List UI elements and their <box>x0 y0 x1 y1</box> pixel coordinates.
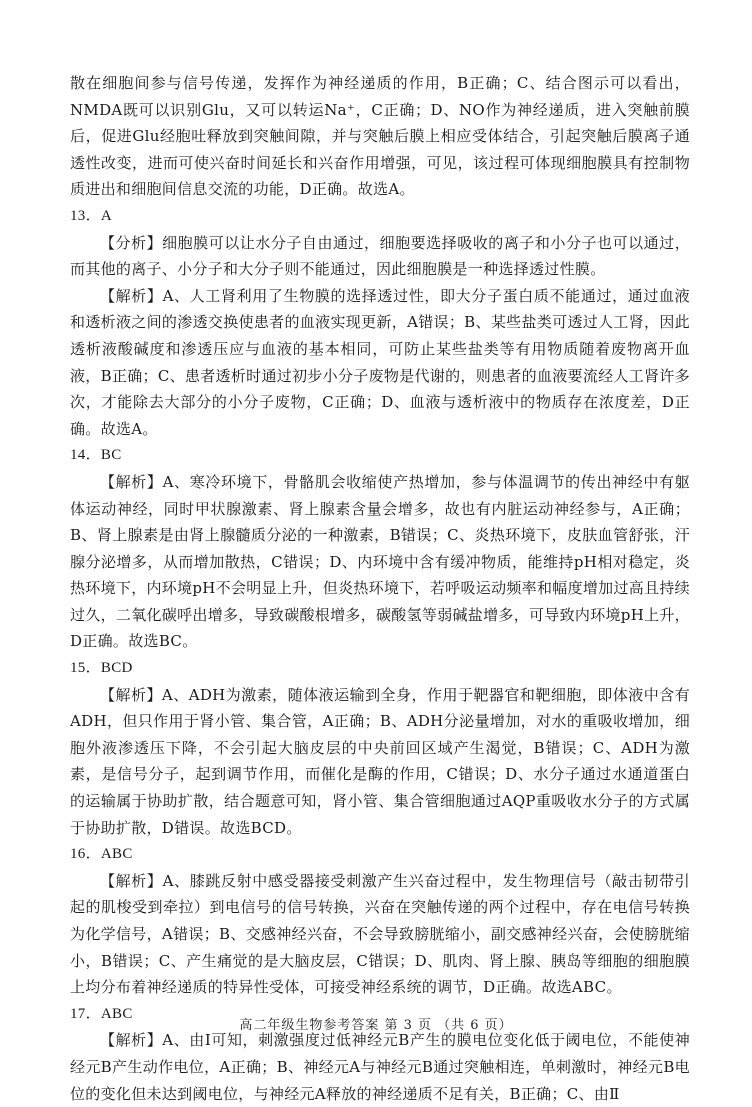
explanation-paragraph: 【解析】A、寒冷环境下，骨骼肌会收缩使产热增加，参与体温调节的传出神经中有躯体运动神经，同时甲状腺激素、肾上腺素含量会增多，故也有内脏运动神经参与，A正确；B、肾上腺素是由肾上腺髓质分泌的一种激素，B错误；C、炎热环境下，皮肤血管舒张，汗腺分泌增多，从而增加散热，C错误；D、内环境中含有缓冲物质，能维持pH相对稳定，炎热环境下，内环境pH不会明显上升，但炎热环境下，若呼吸运动频率和幅度增加过高且持续过久，二氧化碳呼出增多，导致碳酸根增多，碳酸氢等弱碱盐增多，可导致内环境pH上升，D正确。故选BC。 <box>70 472 690 651</box>
continued-paragraph: 散在细胞间参与信号传递，发挥作为神经递质的作用，B正确；C、结合图示可以看出，NMDA既可以识别Glu，又可以转运Na⁺，C正确；D、NO作为神经递质，进入突触前膜后，促进Glu经胞吐释放到突触间隙，并与突触后膜上相应受体结合，引起突触后膜离子通透性改变，进而可使兴奋时间延长和兴奋作用增强，可见，该过程可体现细胞膜具有控制物质进出和细胞间信息交流的功能，D正确。故选A。 <box>70 74 690 199</box>
question-number: 17．ABC <box>70 1005 133 1022</box>
explanation-paragraph: 【解析】A、由Ⅰ可知，刺激强度过低神经元B产生的膜电位变化低于阈电位，不能使神经元B产生动作电位，A正确；B、神经元A与神经元B通过突触相连，单刺激时，神经元B电位的变化但未达到阈电位，与神经元A释放的神经递质不足有关，B正确；C、由Ⅱ <box>70 1031 690 1103</box>
question-number: 14．BC <box>70 447 122 464</box>
explanation-paragraph: 【解析】A、膝跳反射中感受器接受刺激产生兴奋过程中，发生物理信号（敲击韧带引起的肌梭受到牵拉）到电信号的信号转换，兴奋在突触传递的两个过程中，存在电信号转换为化学信号，A错误；B、交感神经兴奋，不会导致膀胱缩小，副交感神经兴奋，会使膀胱缩小，B错误；C、产生痛觉的是大脑皮层，C错误；D、肌肉、肾上腺、胰岛等细胞的细胞膜上均分布着神经递质的特异性受体，可接受神经系统的调节，D正确。故选ABC。 <box>70 871 690 997</box>
explanation-paragraph: 【分析】细胞膜可以让水分子自由通过，细胞要选择吸收的离子和小分子也可以通过，而其他的离子、小分子和大分子则不能通过，因此细胞膜是一种选择透过性膜。 <box>70 233 690 279</box>
question-number: 13．A <box>70 207 113 224</box>
question-number: 16．ABC <box>70 846 133 863</box>
explanation-paragraph: 【解析】A、ADH为激素，随体液运输到全身，作用于靶器官和靶细胞，即体液中含有ADH，但只作用于肾小管、集合管，A正确；B、ADH分泌量增加，对水的重吸收增加，细胞外液渗透压下降，不会引起大脑皮层的中央前回区域产生渴觉，B错误；C、ADH为激素，是信号分子，起到调节作用，而催化是酶的作用，C错误；D、水分子通过水通道蛋白的运输属于协助扩散，结合题意可知，肾小管、集合管细胞通过AQP重吸收水分子的方式属于协助扩散，D错误。故选BCD。 <box>70 685 690 837</box>
page-footer: 高二年级生物参考答案 第 3 页 （共 6 页） <box>239 1018 513 1033</box>
answer-content <box>70 70 690 1107</box>
explanation-paragraph: 【解析】A、人工肾利用了生物膜的选择透过性，即大分子蛋白质不能通过，通过血液和透析液之间的渗透交换使患者的血液实现更新，A错误；B、某些盐类可透过人工肾，因此透析液酸碱度和渗透压应与血液的基本相同，可防止某些盐类等有用物质随着废物离开血液，B正确；C、患者透析时通过初步小分子废物是代谢的，则患者的血液要流经人工肾许多次，才能除去大部分的小分子废物，C正确；D、血液与透析液中的物质存在浓度差，D正确。故选A。 <box>70 286 690 438</box>
question-number: 15．BCD <box>70 660 133 677</box>
